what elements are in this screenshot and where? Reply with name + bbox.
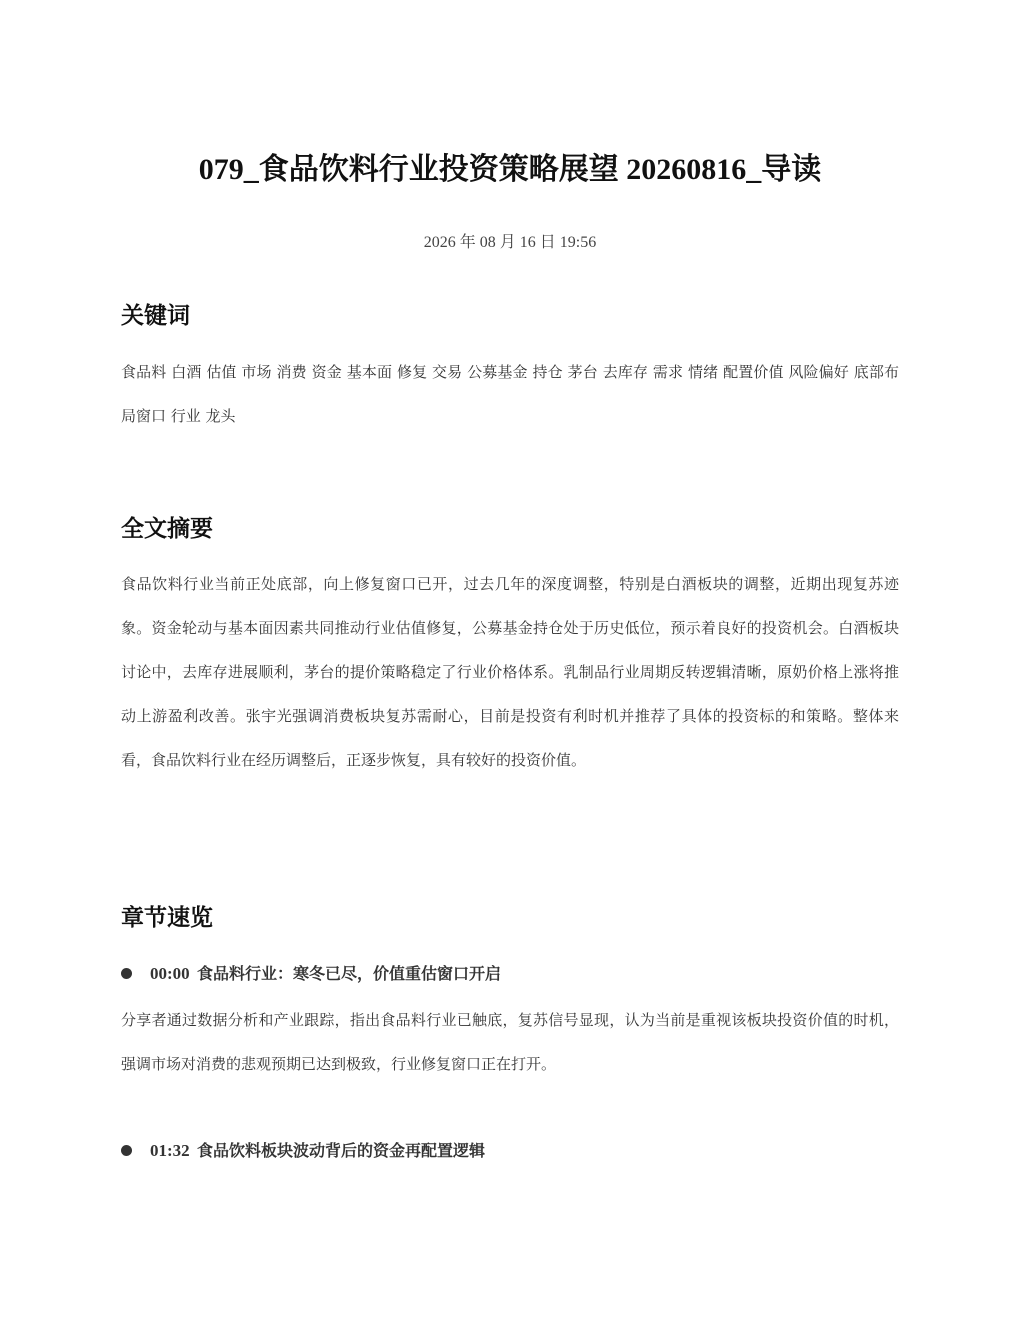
keywords-text: 食品料 白酒 估值 市场 消费 资金 基本面 修复 交易 公募基金 持仓 茅台 去库存 需求 情绪 配置价值 风险偏好 底部布局窗口 行业 龙头 bbox=[121, 363, 899, 425]
chapter-title: 食品料行业：寒冬已尽，价值重估窗口开启 bbox=[197, 964, 502, 983]
chapter-item bbox=[121, 960, 899, 1073]
chapters-heading: 章节速览 bbox=[121, 905, 213, 931]
keywords-heading: 关键词 bbox=[121, 303, 190, 329]
chapter-timestamp: 01:32 bbox=[150, 1141, 190, 1160]
chapter-title: 食品饮料板块波动背后的资金再配置逻辑 bbox=[197, 1141, 486, 1160]
chapter-timestamp: 00:00 bbox=[150, 964, 190, 983]
chapter-header bbox=[121, 960, 899, 988]
document-datetime: 2026 年 08 月 16 日 19:56 bbox=[423, 234, 597, 251]
bullet-dot-icon bbox=[121, 1145, 132, 1156]
summary-text: 食品饮料行业当前正处底部，向上修复窗口已开，过去几年的深度调整，特别是白酒板块的调整，近期出现复苏迹象。资金轮动与基本面因素共同推动行业估值修复，公募基金持仓处于历史低位，预示着良好的投资机会。白酒板块讨论中，去库存进展顺利，茅台的提价策略稳定了行业价格体系。乳制品行业周期反转逻辑清晰，原奶价格上涨将推动上游盈利改善。张宇光强调消费板块复苏需耐心，目前是投资有利时机并推荐了具体的投资标的和策略。整体来看，食品饮料行业在经历调整后，正逐步恢复，具有较好的投资价值。 bbox=[121, 575, 899, 769]
chapter-header bbox=[121, 1137, 899, 1165]
chapter-description: 分享者通过数据分析和产业跟踪，指出食品料行业已触底，复苏信号显现，认为当前是重视该板块投资价值的时机，强调市场对消费的悲观预期已达到极致，行业修复窗口正在打开。 bbox=[121, 1011, 899, 1073]
chapter-item bbox=[121, 1137, 899, 1165]
document-title: 079_食品饮料行业投资策略展望 20260816_导读 bbox=[198, 153, 822, 186]
summary-heading: 全文摘要 bbox=[121, 516, 213, 542]
bullet-dot-icon bbox=[121, 968, 132, 979]
